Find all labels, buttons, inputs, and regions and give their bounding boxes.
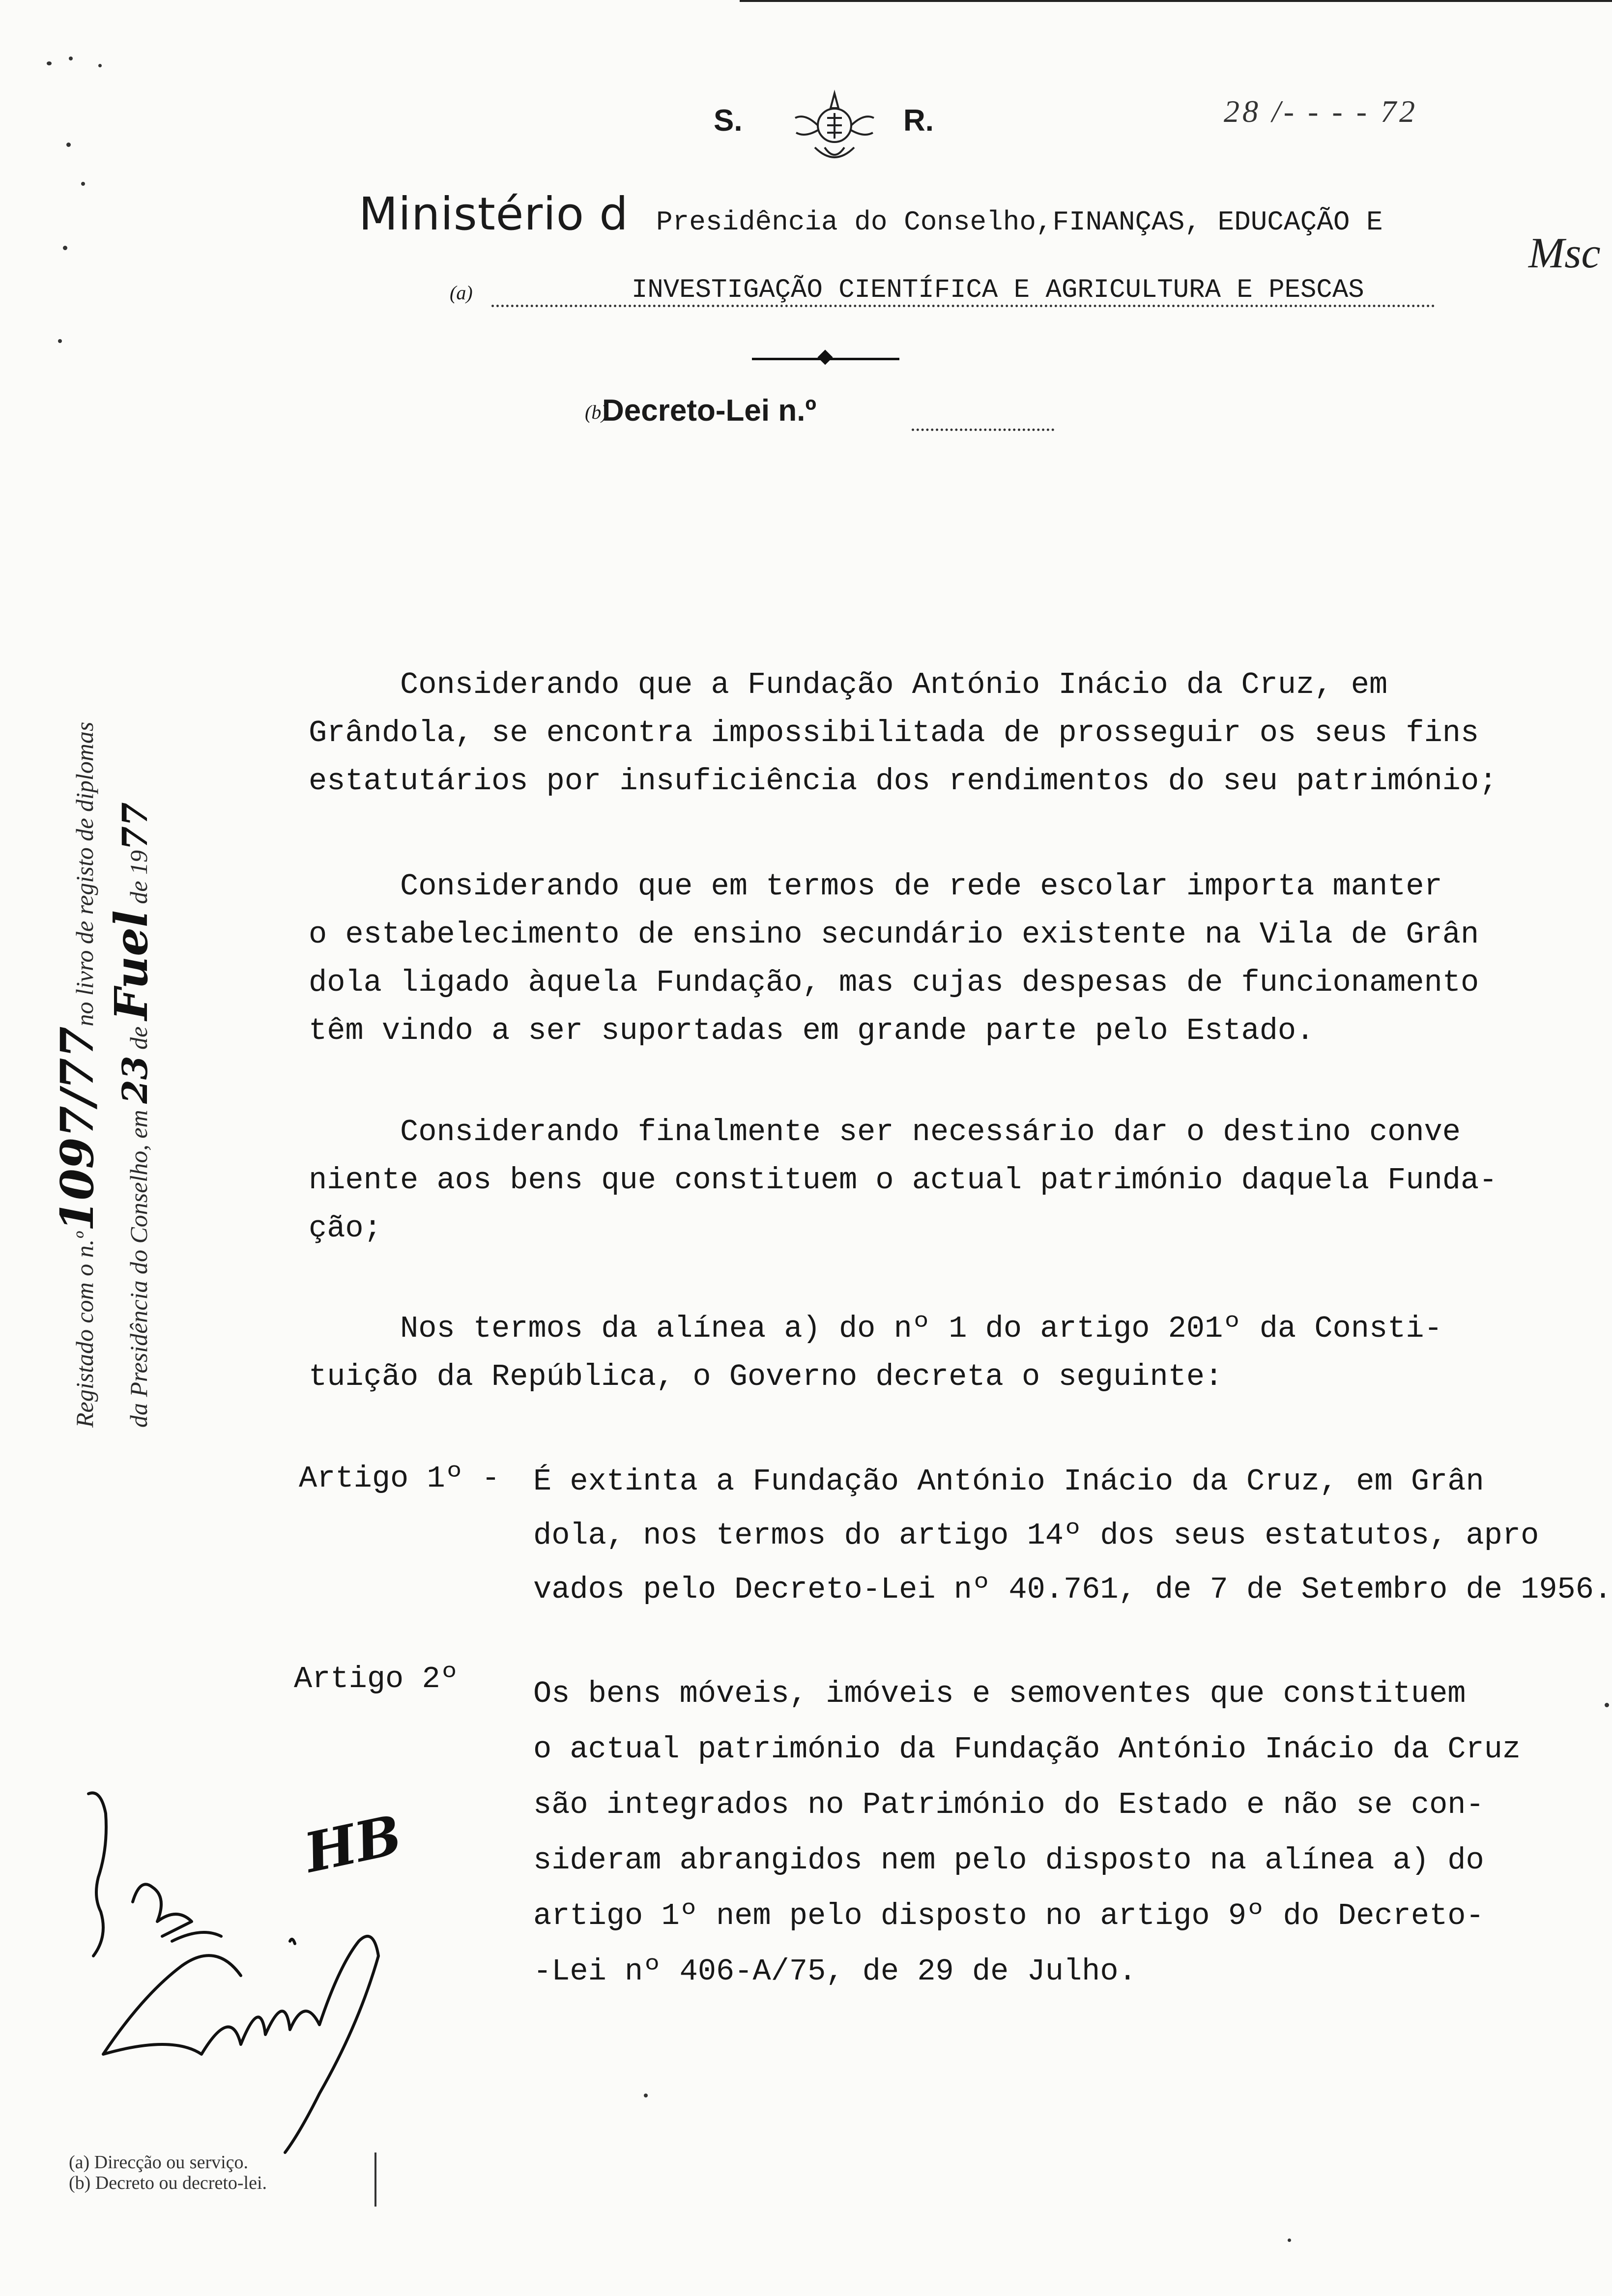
handwritten-signature-initials: HB — [299, 1803, 407, 1885]
scan-speck — [69, 57, 73, 60]
handwritten-date: 28 /- - - - 72 — [1224, 94, 1418, 129]
registration-note-line1 — [51, 543, 108, 1428]
article-2-label: Artigo 2º — [294, 1662, 459, 1696]
footnote-marker-b: (b) — [585, 401, 608, 423]
footnote-a: (a) Direcção ou serviço. — [69, 2152, 249, 2173]
handwritten-register-month: Fuel — [105, 910, 158, 1021]
paragraph-3: Considerando finalmente ser necessário dar o destino conve niente aos bens que constituem o actual património daquela Funda- ção; — [309, 1115, 1497, 1246]
registration-note — [51, 543, 158, 1428]
signature-stroke-3 — [103, 1936, 378, 2152]
ministerio-label: Ministério d — [359, 188, 629, 240]
registration-suffix: no livro de registo de diplomas — [71, 721, 98, 1027]
header-left-letter: S. — [714, 104, 743, 138]
scan-speck — [1288, 2239, 1291, 2242]
scan-speck — [47, 61, 52, 65]
scan-speck — [98, 64, 102, 67]
registration-prefix: Registado com o n.º — [71, 1232, 98, 1428]
scan-speck — [58, 339, 62, 343]
registration-date-prefix: da Presidência do Conselho, em — [125, 1110, 152, 1428]
scan-speck — [81, 182, 85, 186]
decreto-number-blank — [912, 429, 1054, 431]
handwritten-initials: Msc — [1528, 230, 1601, 277]
handwritten-register-day: 23 — [115, 1056, 155, 1104]
registration-note-line2 — [105, 543, 162, 1428]
ministry-name-line1: Presidência do Conselho,FINANÇAS, EDUCAÇÃO E — [656, 206, 1383, 238]
registration-de: de — [125, 1026, 152, 1050]
header-right-letter: R. — [903, 104, 934, 138]
article-1-text: É extinta a Fundação António Inácio da Cruz, em Grân dola, nos termos do artigo 14º dos seus estatutos, apro vados pelo Decreto-Lei nº 40.761, de 7 de Setembro de 1956. — [533, 1464, 1612, 1607]
handwritten-register-year: 77 — [115, 802, 155, 850]
scan-speck — [63, 246, 67, 250]
signature-dot — [290, 1939, 295, 1944]
decreto-lei-label: Decreto-Lei n.º — [602, 394, 817, 428]
signature-stroke-1 — [88, 1793, 106, 1956]
footnote-b: (b) Decreto ou decreto-lei. — [69, 2173, 267, 2193]
divider-diamond-icon — [817, 349, 833, 365]
scan-speck — [66, 143, 71, 147]
paragraph-1: Considerando que a Fundação António Inácio da Cruz, em Grândola, se encontra impossibilitada de prosseguir os seus fins estatutários por insuficiência dos rendimentos do seu património; — [309, 667, 1497, 799]
scan-speck — [644, 2094, 648, 2097]
footnote-rule — [374, 2152, 376, 2207]
ministry-name-line2: INVESTIGAÇÃO CIENTÍFICA E AGRICULTURA E PESCAS — [632, 275, 1364, 305]
footnote-marker-a: (a) — [450, 282, 473, 304]
paragraph-4: Nos termos da alínea a) do nº 1 do artigo 201º da Consti- tuição da República, o Governo decreta o seguinte: — [309, 1311, 1442, 1394]
scan-speck — [1605, 1703, 1609, 1707]
registration-year-prefix: de 19 — [125, 850, 152, 904]
article-2-text: Os bens móveis, imóveis e semoventes que constituem o actual património da Fundação António Inácio da Cruz são integrados no Património do Estado e não se con- sideram abrangidos nem pelo disposto na alínea a) do artigo 1º nem pelo disposto no artigo 9º do Decreto- -Lei nº 406-A/75, de 29 de Julho. — [533, 1676, 1521, 1989]
handwritten-register-number: 1097/77 — [51, 1026, 104, 1232]
article-1-label: Artigo 1º - — [299, 1461, 500, 1496]
paragraph-2: Considerando que em termos de rede escolar importa manter o estabelecimento de ensino secundário existente na Vila de Grân dola ligado àquela Fundação, mas cujas despesas de funcionamento têm vindo a ser suportadas em grande parte pelo Estado. — [309, 869, 1479, 1048]
signature-stroke-2 — [133, 1884, 221, 1941]
handwritten-signatures — [54, 1779, 428, 2162]
top-rule — [740, 0, 1612, 2]
coat-of-arms-emblem — [785, 84, 884, 167]
